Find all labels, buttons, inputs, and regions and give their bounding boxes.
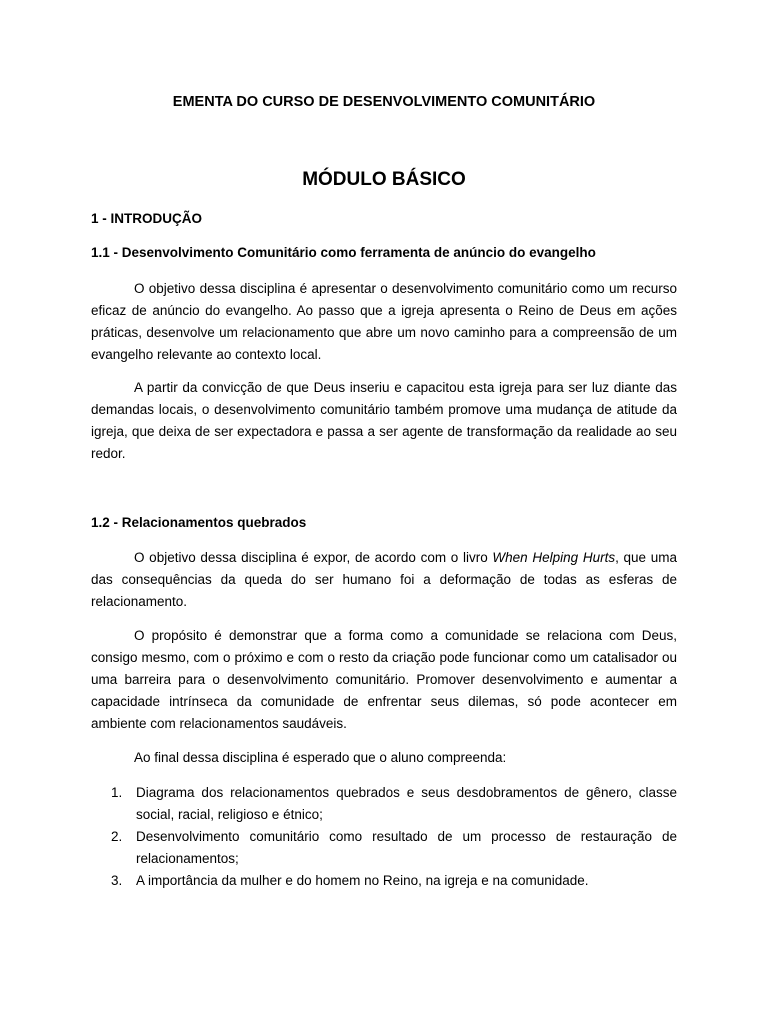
book-title: When Helping Hurts: [492, 550, 616, 565]
paragraph-1-2-purpose: O propósito é demonstrar que a forma como a comunidade se relaciona com Deus, consigo mesmo, com o próximo e com o resto da criação pode funcionar como um catalisador ou uma barreira para o desenvolvimento comunitário. Promover desenvolvimento e aumentar a capacidade intrínseca da comunidade de enfrentar seus dilemas, só pode acontecer em ambiente com relacionamentos saudáveis.: [91, 628, 677, 731]
paragraph-1-1-objective: O objetivo dessa disciplina é apresentar o desenvolvimento comunitário como um recurso eficaz de anúncio do evangelho. Ao passo que a igreja apresenta o Reino de Deus em ações práticas, desenvolve um relacionamento que abre um novo caminho para a compreensão de um evangelho relevante ao contexto local.: [91, 281, 677, 362]
paragraph-text-before-book: O objetivo dessa disciplina é expor, de acordo com o livro: [134, 550, 493, 565]
learning-outcomes-list: [91, 782, 677, 892]
list-item-text: A importância da mulher e do homem no Reino, na igreja e na comunidade.: [136, 873, 589, 888]
subsection-heading-1-1: 1.1 - Desenvolvimento Comunitário como ferramenta de anúncio do evangelho: [91, 245, 596, 260]
list-item: [91, 870, 677, 892]
list-item-text: Diagrama dos relacionamentos quebrados e seus desdobramentos de gênero, classe social, racial, religioso e étnico;: [136, 785, 677, 822]
paragraph-1-2-objective: [91, 547, 677, 613]
section-heading-introducao: 1 - INTRODUÇÃO: [91, 211, 202, 226]
module-title: MÓDULO BÁSICO: [302, 169, 466, 190]
document-title: EMENTA DO CURSO DE DESENVOLVIMENTO COMUNITÁRIO: [172, 94, 596, 110]
subsection-heading-1-2: 1.2 - Relacionamentos quebrados: [91, 515, 307, 530]
list-item-number: 1.: [111, 785, 123, 800]
list-item-number: 2.: [111, 829, 123, 844]
paragraph-1-2-expected: Ao final dessa disciplina é esperado que o aluno compreenda:: [134, 750, 507, 765]
list-item: [91, 826, 677, 870]
list-item-number: 3.: [111, 873, 123, 888]
paragraph-1-1-conviction: A partir da convicção de que Deus inseriu e capacitou esta igreja para ser luz diante das demandas locais, o desenvolvimento comunitário também promove uma mudança de atitude da igreja, que deixa de ser expectadora e passa a ser agente de transformação da realidade ao seu redor.: [91, 380, 677, 461]
list-item-text: Desenvolvimento comunitário como resultado de um processo de restauração de relacionamentos;: [136, 829, 677, 866]
list-item: [91, 782, 677, 826]
paragraph-text-after-book: , que uma das consequências da queda do ser humano foi a deformação de todas as esferas de relacionamento.: [91, 550, 677, 609]
